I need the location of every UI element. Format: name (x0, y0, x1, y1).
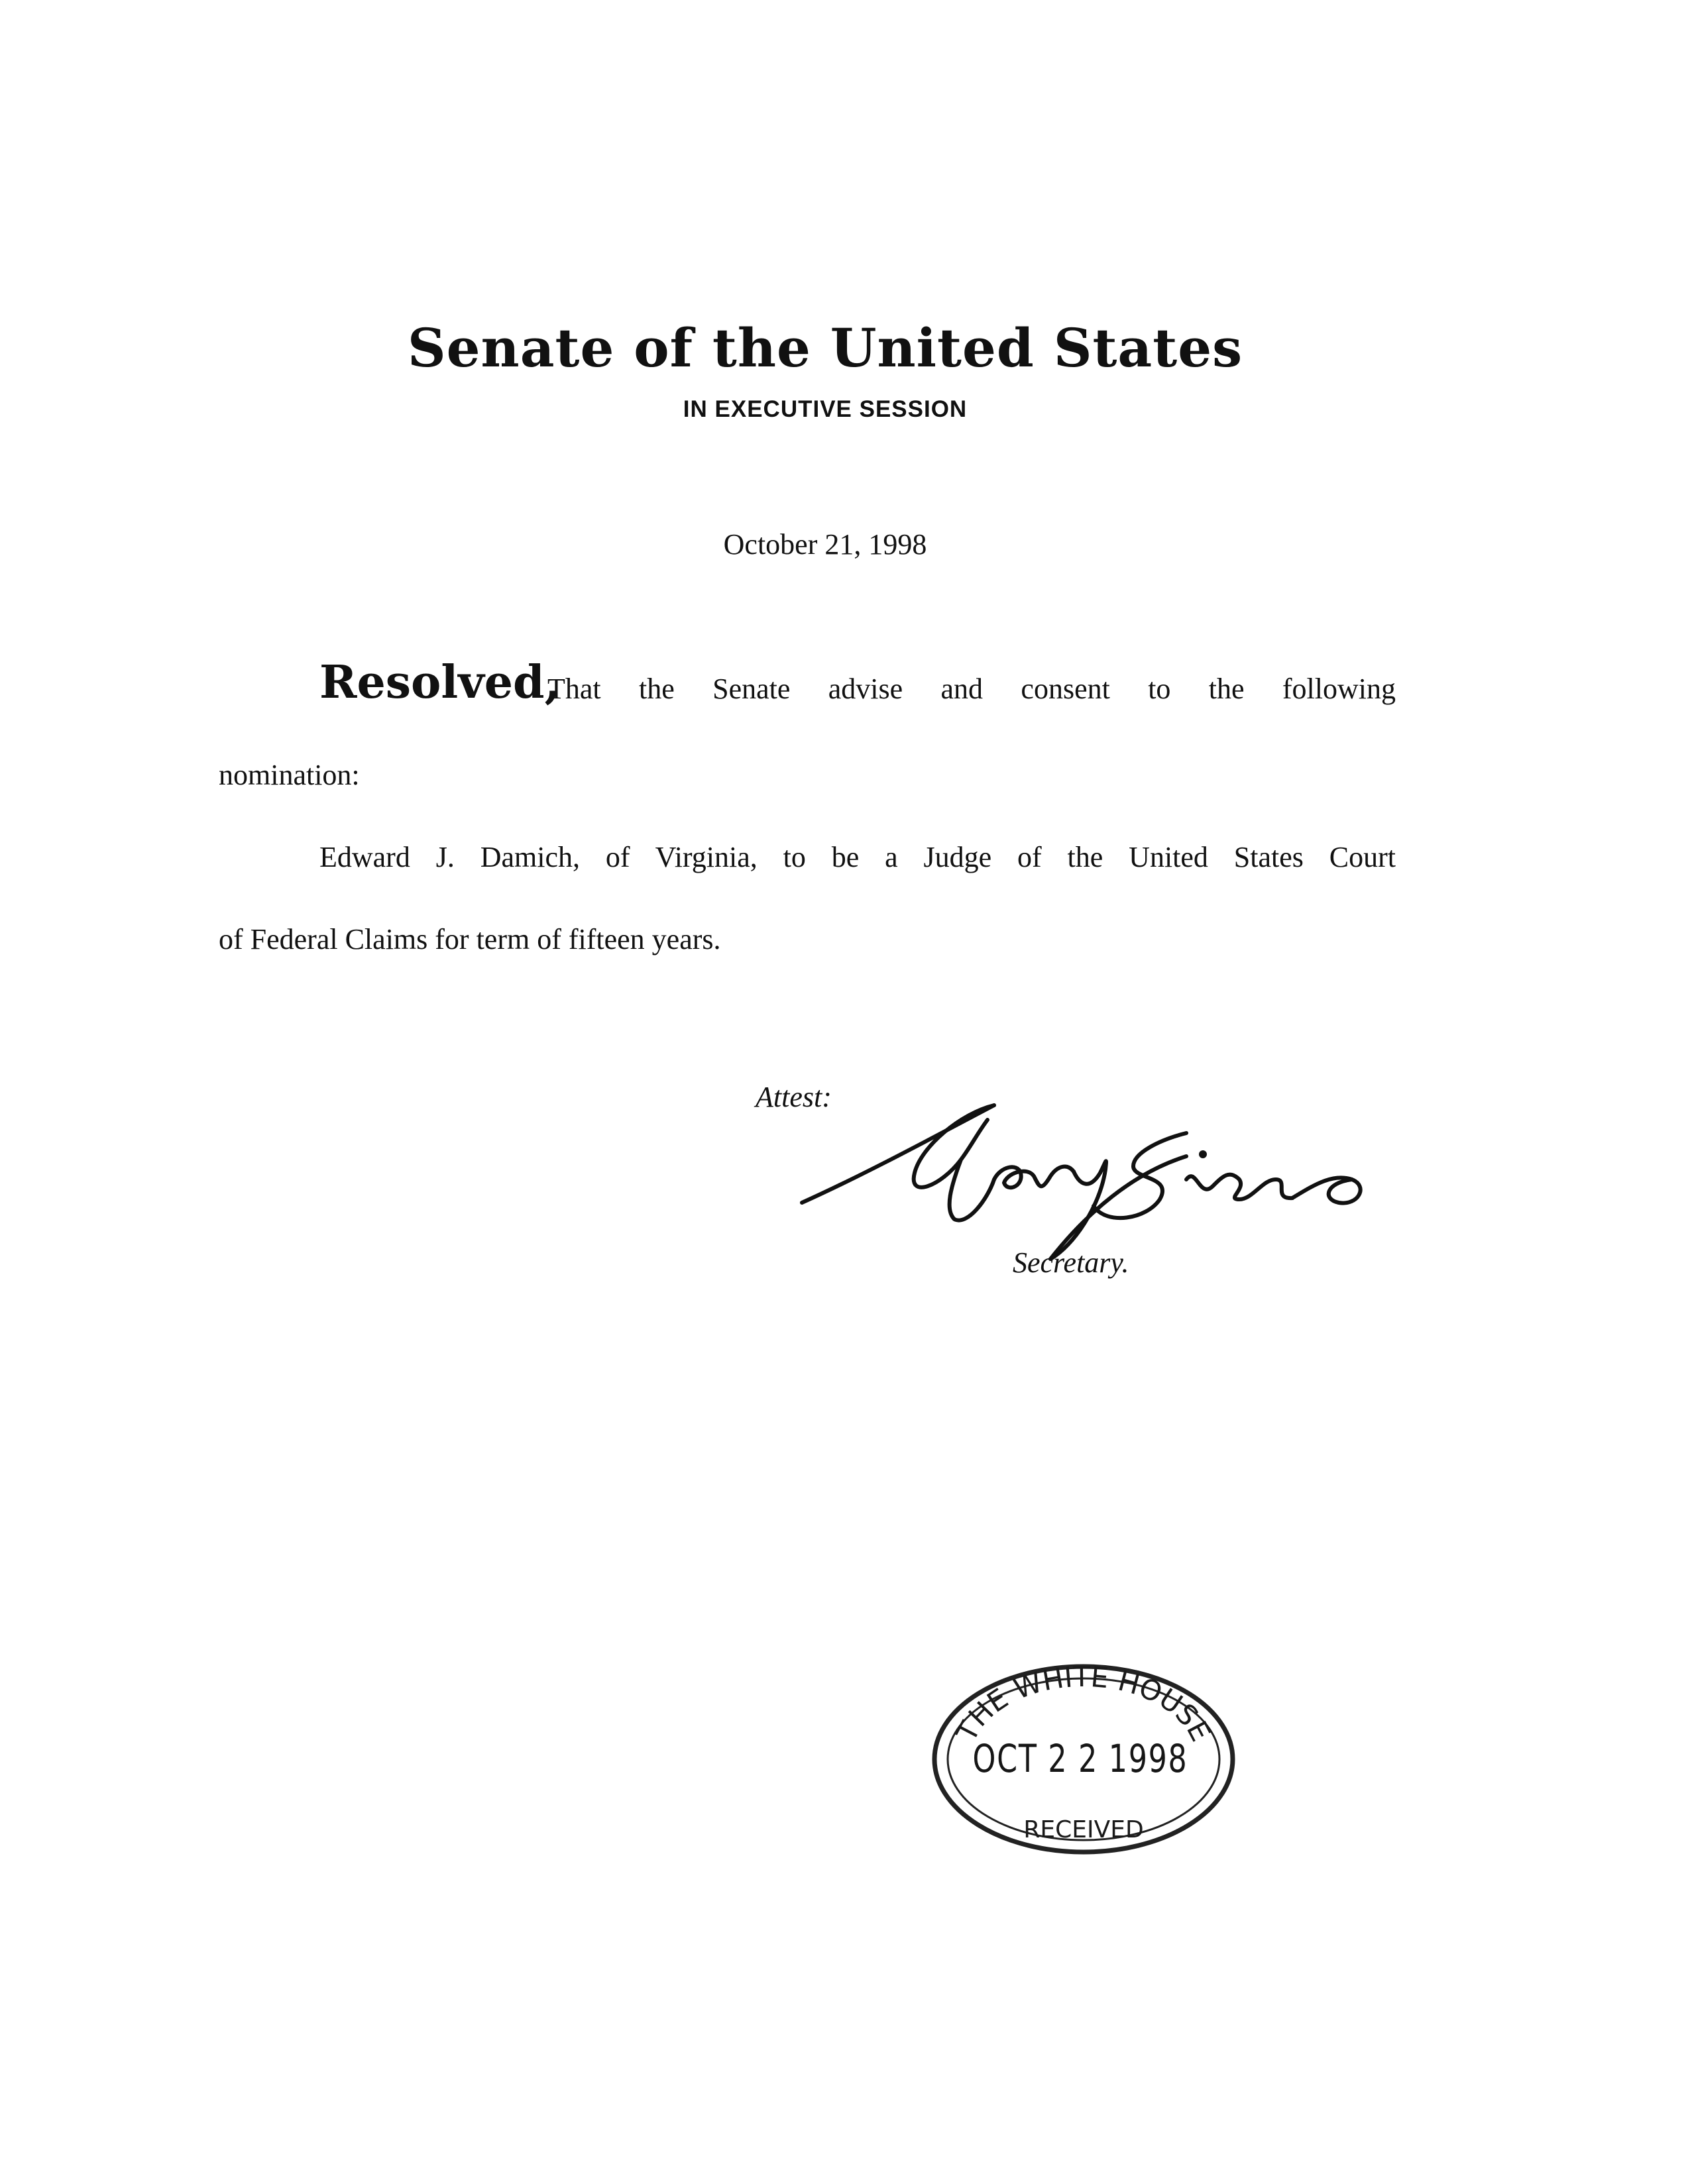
attest-label: Attest: (756, 1081, 832, 1113)
resolved-heading: Resolved, (319, 656, 561, 709)
nomination-text-line-2: of Federal Claims for term of fifteen years. (219, 923, 721, 956)
stamp-date: OCT 2 2 1998 (972, 1736, 1188, 1781)
stamp-top-text: THE WHITE HOUSE (950, 1660, 1217, 1747)
stamp-bottom-text: RECEIVED (1023, 1816, 1144, 1843)
secretary-title: Secretary. (1013, 1246, 1129, 1279)
nomination-text-line-1: Edward J. Damich, of Virginia, to be a Judge of the United States Court (319, 841, 1396, 873)
session-subtitle: IN EXECUTIVE SESSION (683, 396, 968, 422)
handwritten-signature (789, 1093, 1385, 1266)
resolution-text-line-2: nomination: (219, 759, 360, 791)
resolution-text-line-1: That the Senate advise and consent to the following (547, 673, 1396, 705)
document-date: October 21, 1998 (723, 528, 927, 561)
document-title: Senate of the United States (407, 317, 1243, 379)
